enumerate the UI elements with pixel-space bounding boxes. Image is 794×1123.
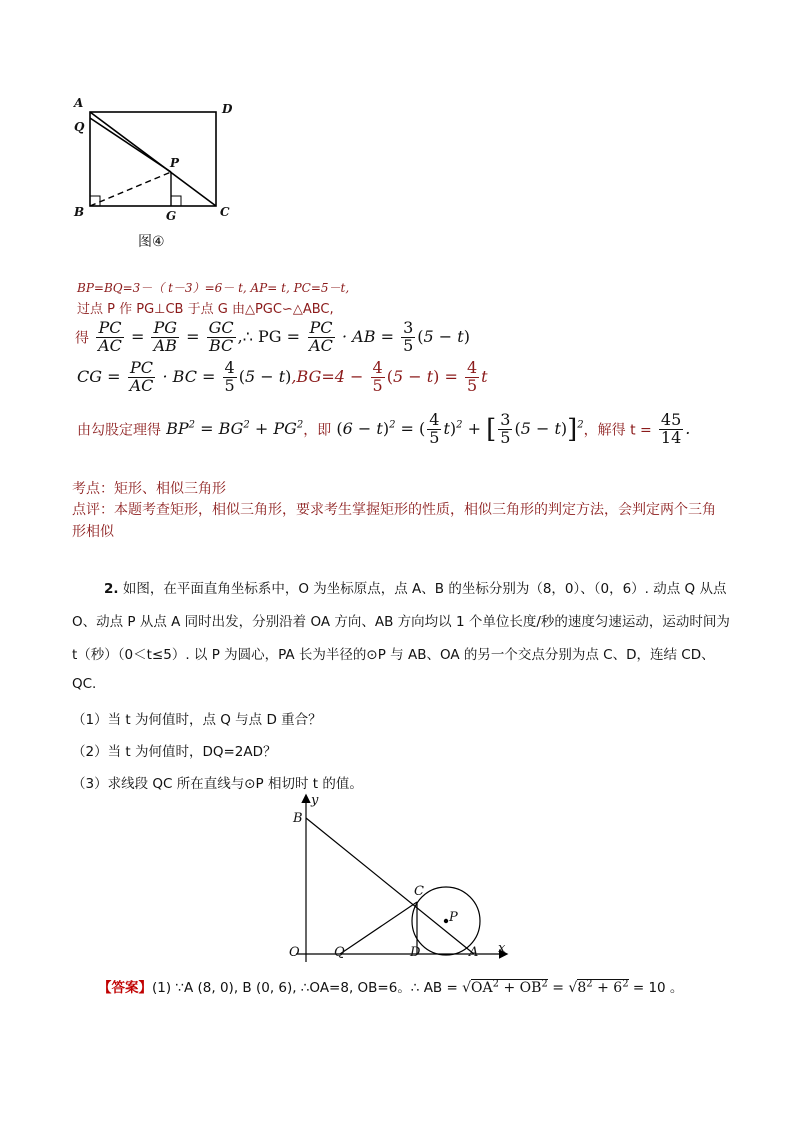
label-d2: D <box>410 945 421 960</box>
label-o: O <box>289 945 300 960</box>
label-g: G <box>166 209 177 223</box>
problem-2-line-1: 2. 如图，在平面直角坐标系中，O 为坐标原点，点 A、B 的坐标分别为（8，0）、（0，6）. 动点 Q 从点 <box>104 581 727 597</box>
label-b: B <box>74 205 85 219</box>
problem-2-question-2: （2）当 t 为何值时，DQ=2AD？ <box>72 744 277 760</box>
problem-2-question-1: （1）当 t 为何值时，点 Q 与点 D 重合？ <box>72 712 322 728</box>
segment-ab <box>306 818 474 954</box>
comment-line-2: 形相似 <box>72 524 114 540</box>
problem-2-line-2: O、动点 P 从点 A 同时出发，分别沿着 OA 方向、AB 方向均以 1 个单位长度/秒的速度匀速运动，运动时间为 <box>72 614 730 630</box>
solution-line-4: CG = $\frac{PC}{AC}$ · BC = $\frac{4}{5}$ (5 − t),BG=4 − $\frac{4}{5}$ (5 − t) = $\frac{4}{5}$ t <box>77 358 488 395</box>
figure-4-caption: 图④ <box>138 234 165 250</box>
label-y: y <box>311 793 319 808</box>
exam-point: 考点：矩形、相似三角形 <box>72 481 226 497</box>
segment-qp <box>90 118 171 172</box>
solution-line-1: BP=BQ=3－（ t－3）=6－ t, AP= t, PC=5－t, <box>77 281 350 295</box>
segment-bp-dashed <box>90 172 171 206</box>
segment-qc <box>340 902 417 954</box>
solution-line-5: 由勾股定理得 $BP^2 = BG^2 + PG^2$，即 $(6 - t)^2$ = ( $\frac{4}{5}$ t)$^2$ + [ $\frac{3}{5}$ (5 − t)]$^2$，解得 t = $\frac{45}{14}$ . <box>77 410 691 447</box>
point-p-dot <box>444 919 448 923</box>
diagonal-ac <box>90 112 216 206</box>
label-d: D <box>222 102 233 116</box>
figure-coordinate-diagram <box>280 790 520 970</box>
label-x: x <box>498 941 506 956</box>
problem-2-question-3: （3）求线段 QC 所在直线与⊙P 相切时 t 的值。 <box>72 776 363 792</box>
label-q2: Q <box>334 945 345 960</box>
solution-line-3: 得 $\frac{PC}{AC}$ = $\frac{PG}{AB}$ = $\frac{GC}{BC}$ ,∴ PG = $\frac{PC}{AC}$ · AB = $\frac{3}{5}$ (5 − t) <box>75 318 470 355</box>
label-p: P <box>170 156 180 170</box>
solution-line-2: 过点 P 作 PG⊥CB 于点 G 由△PGC∽△ABC, <box>77 302 334 317</box>
problem-2-line-3: t（秒）（0＜t≤5）. 以 P 为圆心，PA 长为半径的⊙P 与 AB、OA 的另一个交点分别为点 C、D，连结 CD、 <box>72 647 715 663</box>
comment-line-1: 点评：本题考查矩形，相似三角形，要求考生掌握矩形的性质，相似三角形的判定方法，会判定两个三角 <box>72 502 716 518</box>
label-b2: B <box>293 811 303 826</box>
label-c2: C <box>414 884 424 899</box>
label-a2: A <box>469 945 479 960</box>
answer-tag: 【答案】 <box>98 980 152 996</box>
label-c: C <box>220 205 230 219</box>
label-a: A <box>74 96 84 110</box>
label-p2: P <box>449 910 458 925</box>
problem-2-line-4: QC. <box>72 676 97 692</box>
right-angle-g <box>171 196 181 206</box>
label-q: Q <box>74 120 85 134</box>
answer-line: 【答案】(1) ∵A (8, 0), B (0, 6), ∴OA=8, OB=6。∴ AB = $√OA^2 + OB^2 = √8^2 + 6^2 = 10$ 。 <box>98 978 684 996</box>
